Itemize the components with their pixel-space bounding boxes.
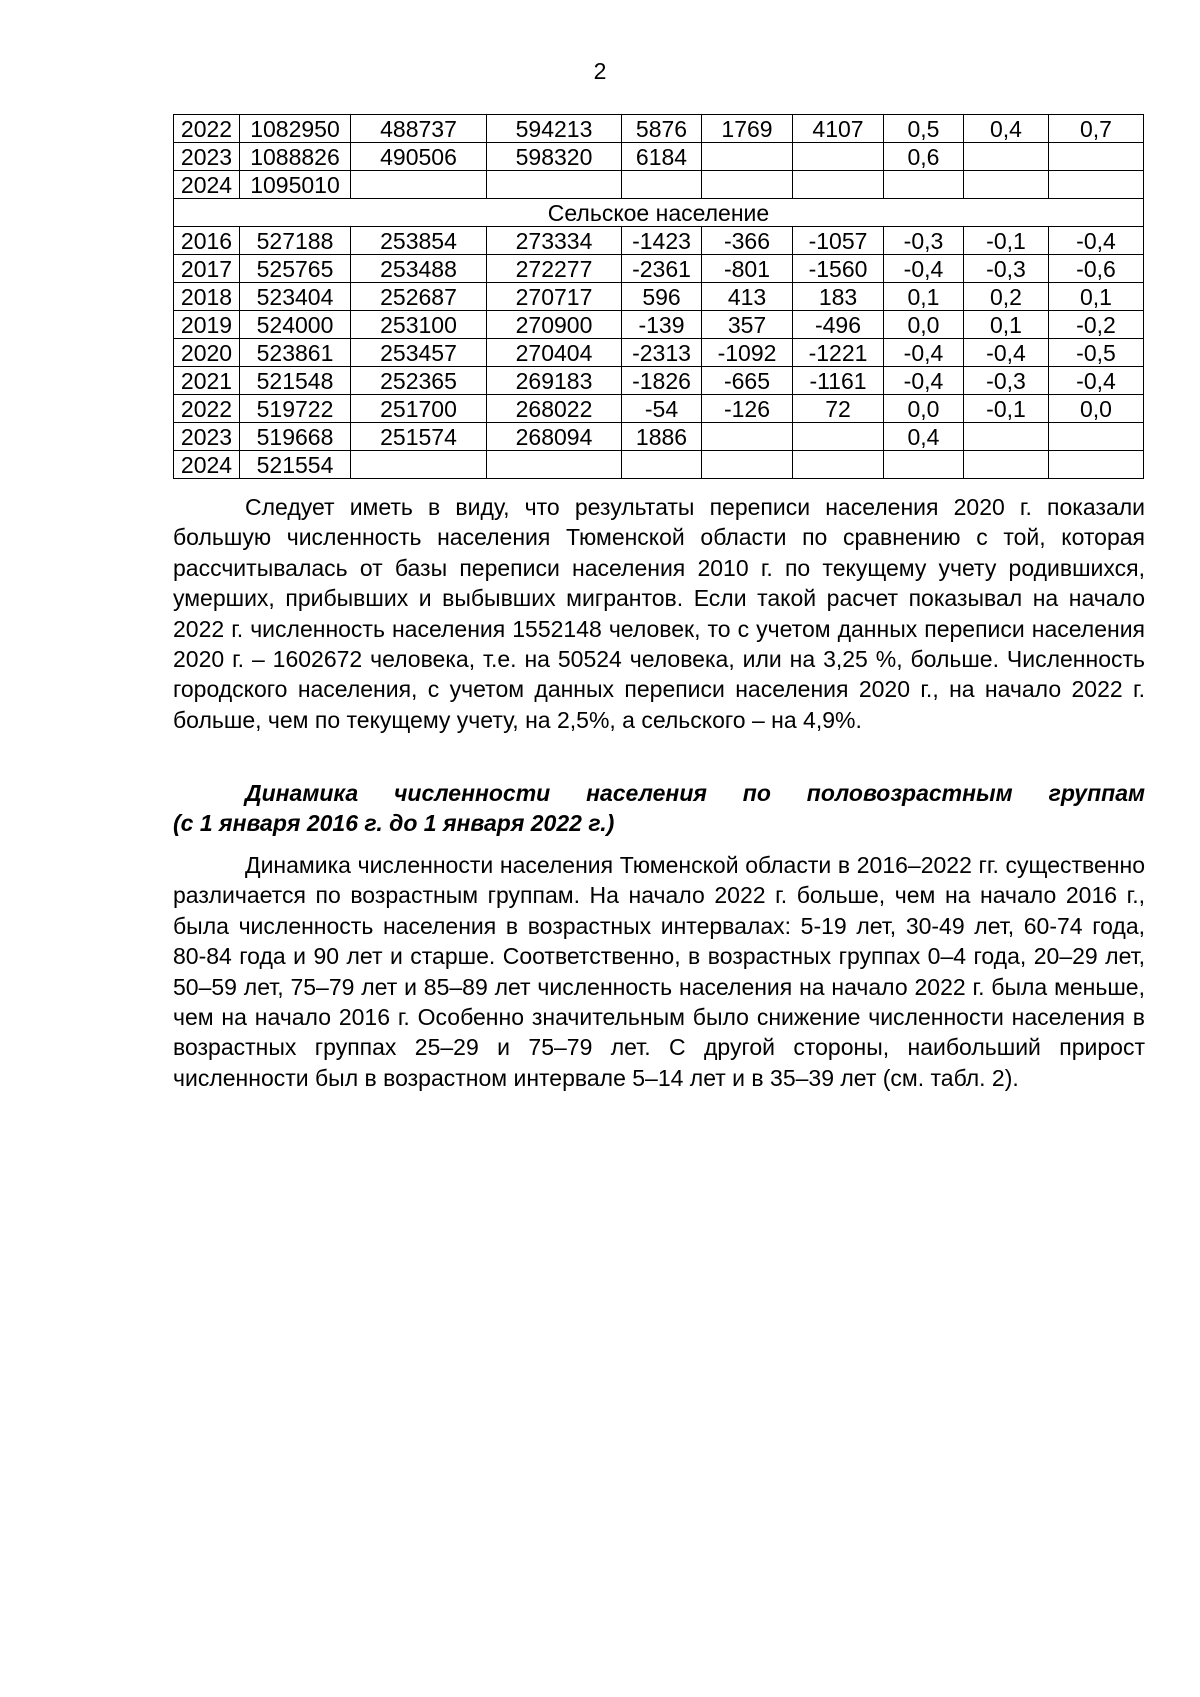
table-row: [174, 255, 1144, 283]
table-cell: [351, 171, 487, 199]
table-cell: 273334: [487, 227, 622, 255]
paragraph-text: Динамика численности населения Тюменской области в 2016–2022 гг. существенно различается по возрастным группам. На начало 2022 г. больше, чем на начало 2016 г., была численность населения в возрастных интервалах: 5-19 лет, 30-49 лет, 60-74 года, 80-84 года и 90 лет и старше. Соответственно, в возрастных группах 0–4 года, 20–29 лет, 50–59 лет, 75–79 лет и 85–89 лет численность населения на начало 2022 г. была меньше, чем на начало 2016 г. Особенно значительным было снижение численности населения в возрастных группах 25–29 и 75–79 лет. С другой стороны, наибольший прирост численности был в возрастном интервале 5–14 лет и в 35–39 лет (см. табл. 2).: [173, 852, 1145, 1091]
table-cell: 1082950: [240, 115, 351, 143]
table-row: [174, 283, 1144, 311]
table-cell: -665: [702, 367, 793, 395]
table-cell: -54: [622, 395, 702, 423]
table-cell: 2022: [174, 395, 240, 423]
paragraph-census-note: [173, 492, 1145, 735]
table-cell: [702, 143, 793, 171]
table-cell: 0,0: [884, 311, 964, 339]
table-cell: -1221: [793, 339, 884, 367]
table-cell: 1886: [622, 423, 702, 451]
table-cell: -1092: [702, 339, 793, 367]
table-cell: 269183: [487, 367, 622, 395]
table-cell: 183: [793, 283, 884, 311]
table-cell: [622, 451, 702, 479]
table-cell: [702, 423, 793, 451]
table-cell: 0,7: [1049, 115, 1144, 143]
table-cell: -0,3: [884, 227, 964, 255]
table-cell: [884, 451, 964, 479]
table-cell: 251700: [351, 395, 487, 423]
table-cell: 519668: [240, 423, 351, 451]
table-cell: 253854: [351, 227, 487, 255]
table-cell: -0,1: [964, 227, 1049, 255]
table-cell: 2023: [174, 423, 240, 451]
table-cell: [487, 171, 622, 199]
table-cell: -0,4: [1049, 227, 1144, 255]
table-cell: -0,4: [884, 255, 964, 283]
table-cell: -0,4: [964, 339, 1049, 367]
table-cell: 594213: [487, 115, 622, 143]
table-cell: 253100: [351, 311, 487, 339]
table-cell: 523404: [240, 283, 351, 311]
table-cell: 525765: [240, 255, 351, 283]
table-cell: 252687: [351, 283, 487, 311]
table-cell: 251574: [351, 423, 487, 451]
table-row: [174, 367, 1144, 395]
table-cell: 0,5: [884, 115, 964, 143]
table-cell: 598320: [487, 143, 622, 171]
table-cell: -2313: [622, 339, 702, 367]
table-cell: 413: [702, 283, 793, 311]
table-cell: 0,0: [1049, 395, 1144, 423]
section-heading-line-1: Динамика численности населения по половозрастным группам: [245, 780, 1145, 806]
table-cell: [1049, 171, 1144, 199]
table-cell: 2016: [174, 227, 240, 255]
table-cell: 2018: [174, 283, 240, 311]
table-cell: -0,4: [1049, 367, 1144, 395]
table-cell: 2023: [174, 143, 240, 171]
table-row: [174, 171, 1144, 199]
table-cell: 0,6: [884, 143, 964, 171]
page-number: 2: [593, 58, 607, 84]
table-cell: [793, 423, 884, 451]
paragraph-text: Следует иметь в виду, что результаты переписи населения 2020 г. показали большую численность населения Тюменской области по сравнению с той, которая рассчитывалась от базы переписи населения 2010 г. по текущему учету родившихся, умерших, прибывших и выбывших мигрантов. Если такой расчет показывал на начало 2022 г. численность населения 1552148 человек, то с учетом данных переписи населения 2020 г. – 1602672 человека, т.е. на 50524 человека, или на 3,25 %, больше. Численность городского населения, с учетом данных переписи населения 2020 г., на начало 2022 г. больше, чем по текущему учету, на 2,5%, а сельского – на 4,9%.: [173, 494, 1145, 733]
table-row: [174, 115, 1144, 143]
table-cell: 0,4: [964, 115, 1049, 143]
table-cell: [1049, 451, 1144, 479]
table-cell: 252365: [351, 367, 487, 395]
paragraph-age-dynamics: [173, 850, 1145, 1093]
table-cell: 519722: [240, 395, 351, 423]
table-cell: -126: [702, 395, 793, 423]
table-cell: -0,4: [884, 367, 964, 395]
table-cell: 527188: [240, 227, 351, 255]
table-cell: [793, 451, 884, 479]
table-cell: -1057: [793, 227, 884, 255]
table-cell: [702, 451, 793, 479]
table-row: [174, 451, 1144, 479]
table-cell: 2017: [174, 255, 240, 283]
table-cell: 2024: [174, 171, 240, 199]
table-cell: [964, 451, 1049, 479]
table-cell: 270900: [487, 311, 622, 339]
table-cell: -0,5: [1049, 339, 1144, 367]
table-row: [174, 227, 1144, 255]
table-cell: -1423: [622, 227, 702, 255]
table-cell: 270717: [487, 283, 622, 311]
table-cell: [793, 143, 884, 171]
table-row: [174, 423, 1144, 451]
table-cell: 2024: [174, 451, 240, 479]
table-cell: 0,1: [964, 311, 1049, 339]
table-cell: 253488: [351, 255, 487, 283]
table-cell: 2019: [174, 311, 240, 339]
table-body: [174, 115, 1144, 479]
table-cell: -0,2: [1049, 311, 1144, 339]
table-cell: 490506: [351, 143, 487, 171]
section-heading-line-2: (с 1 января 2016 г. до 1 января 2022 г.): [173, 810, 615, 837]
table-cell: [1049, 143, 1144, 171]
table-row: [174, 143, 1144, 171]
table-cell: [1049, 423, 1144, 451]
table-cell: 0,0: [884, 395, 964, 423]
table-cell: 268022: [487, 395, 622, 423]
table-cell: 72: [793, 395, 884, 423]
table-cell: -0,1: [964, 395, 1049, 423]
table-cell: 6184: [622, 143, 702, 171]
section-heading: [173, 778, 1145, 839]
table-section-row: [174, 199, 1144, 227]
table-cell: -1560: [793, 255, 884, 283]
table-row: [174, 395, 1144, 423]
table-cell: [702, 171, 793, 199]
table-cell: [884, 171, 964, 199]
table-cell: [622, 171, 702, 199]
table-cell: -139: [622, 311, 702, 339]
table-cell: 2022: [174, 115, 240, 143]
table-cell: 0,2: [964, 283, 1049, 311]
table-cell: 2020: [174, 339, 240, 367]
table-cell: 521548: [240, 367, 351, 395]
table-cell: 2021: [174, 367, 240, 395]
table-cell: [964, 423, 1049, 451]
table-cell: -0,3: [964, 255, 1049, 283]
population-table: [173, 114, 1144, 479]
table-cell: -0,6: [1049, 255, 1144, 283]
table-cell: [964, 171, 1049, 199]
table-cell: [351, 451, 487, 479]
table-cell: [487, 451, 622, 479]
table-cell: -0,4: [884, 339, 964, 367]
table-cell: 596: [622, 283, 702, 311]
table-cell: 521554: [240, 451, 351, 479]
table-row: [174, 339, 1144, 367]
table-cell: 488737: [351, 115, 487, 143]
table-cell: -2361: [622, 255, 702, 283]
table-cell: 1095010: [240, 171, 351, 199]
table-cell: -1161: [793, 367, 884, 395]
table-cell: -496: [793, 311, 884, 339]
table-cell: 523861: [240, 339, 351, 367]
table-cell: 524000: [240, 311, 351, 339]
table-cell: 268094: [487, 423, 622, 451]
table-cell: 270404: [487, 339, 622, 367]
table-cell: [793, 171, 884, 199]
table-cell: [964, 143, 1049, 171]
table-cell: 357: [702, 311, 793, 339]
table-cell: -1826: [622, 367, 702, 395]
table-row: [174, 311, 1144, 339]
table-cell: 1088826: [240, 143, 351, 171]
table-cell: -366: [702, 227, 793, 255]
table-cell: 0,1: [884, 283, 964, 311]
table-cell: -801: [702, 255, 793, 283]
table-cell: 272277: [487, 255, 622, 283]
table-cell: 4107: [793, 115, 884, 143]
table-cell: -0,3: [964, 367, 1049, 395]
table-cell: 0,4: [884, 423, 964, 451]
table-cell: 1769: [702, 115, 793, 143]
table-cell: 253457: [351, 339, 487, 367]
table-cell: 0,1: [1049, 283, 1144, 311]
section-label-cell: Сельское население: [174, 199, 1144, 227]
table-cell: 5876: [622, 115, 702, 143]
